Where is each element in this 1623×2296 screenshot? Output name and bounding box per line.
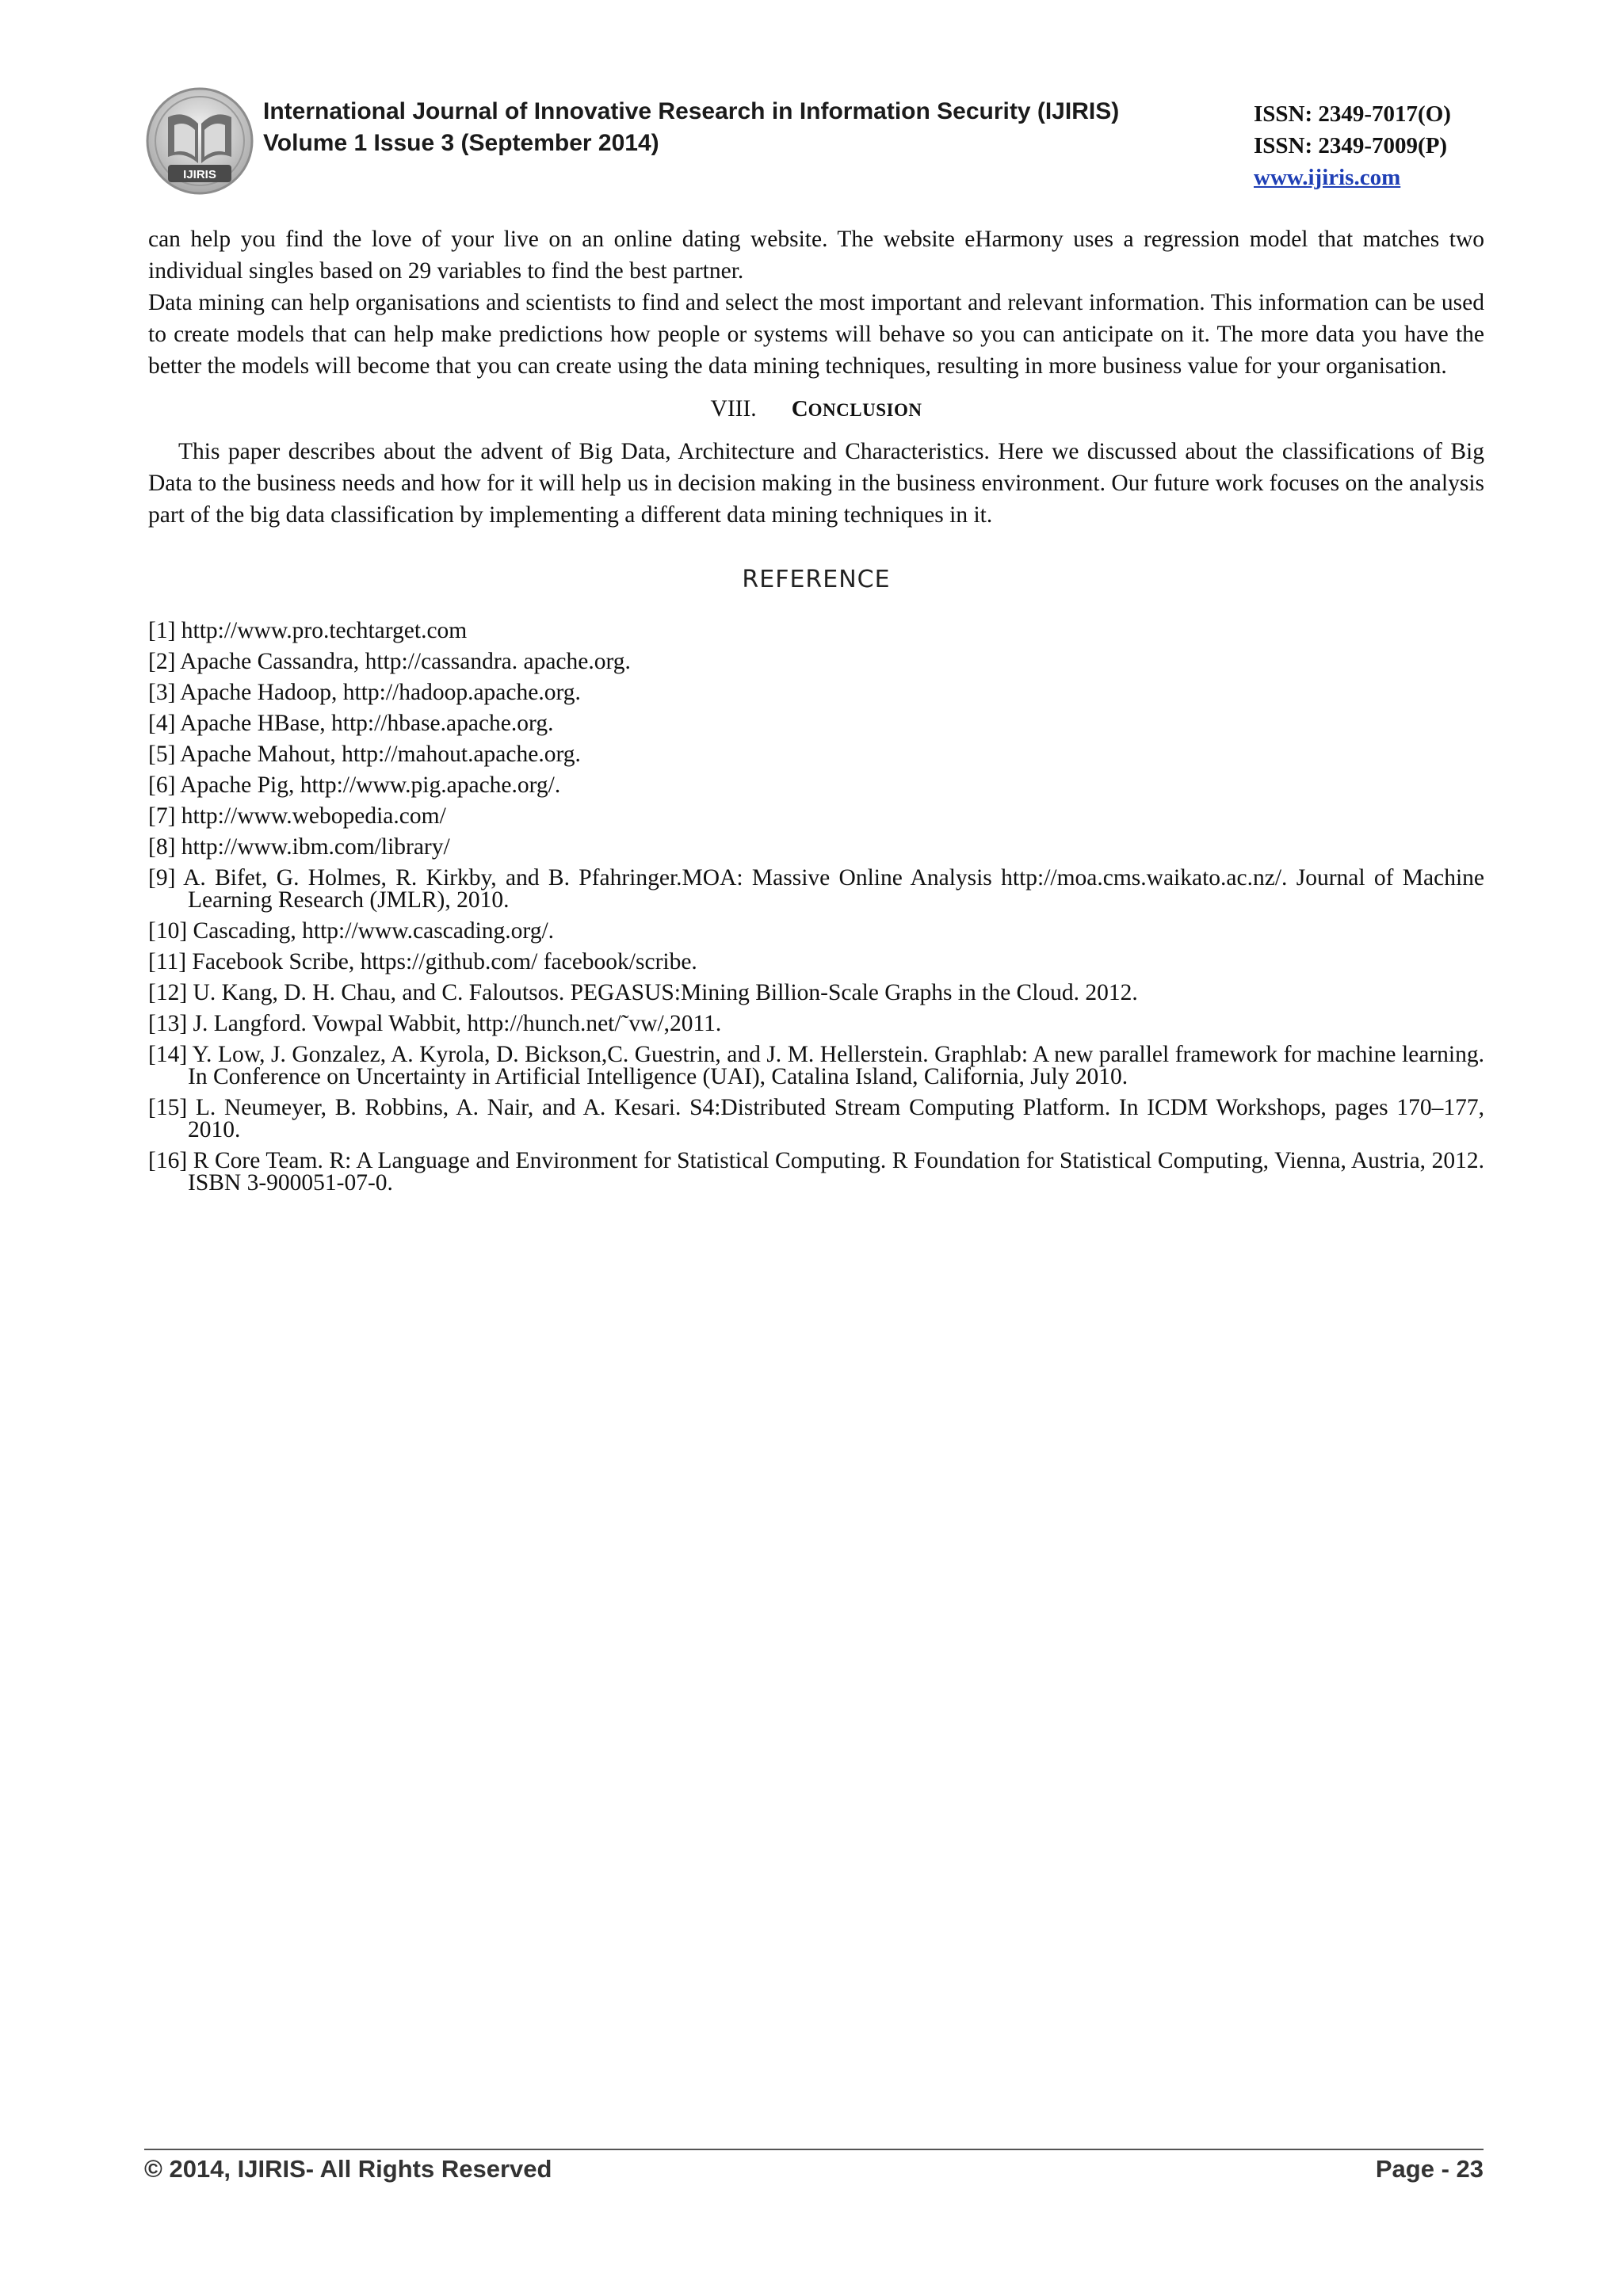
- article-body: [148, 223, 1484, 1203]
- reference-heading: REFERENCE: [742, 566, 891, 593]
- reference-item: [6] Apache Pig, http://www.pig.apache.org/.: [148, 772, 561, 798]
- intro-paragraph: can help you find the love of your live on an online dating website. The website eHarmony uses a regression model that matches two individual singles based on 29 variables to find the best partner.: [148, 227, 1484, 284]
- conclusion-paragraph: This paper describes about the advent of Big Data, Architecture and Characteristics. Here we discussed about the classifications of Big Data to the business needs and how for it will help us in decision making in the business environment. Our future work focuses on the analysis part of the big data classification by implementing a different data mining techniques in it.: [148, 439, 1484, 528]
- reference-item: [10] Cascading, http://www.cascading.org/.: [148, 918, 555, 944]
- journal-title: International Journal of Innovative Research in Information Security (IJIRIS): [263, 98, 1120, 124]
- ijiris-logo-icon: [144, 86, 255, 196]
- reference-item: [16] R Core Team. R: A Language and Environment for Statistical Computing. R Foundation for Statistical Computing, Vienna, Austria, 2012. ISBN 3-900051-07-0.: [148, 1148, 1484, 1196]
- reference-item: [7] http://www.webopedia.com/: [148, 803, 446, 829]
- reference-item: [5] Apache Mahout, http://mahout.apache.org.: [148, 742, 581, 767]
- footer-copyright: © 2014, IJIRIS- All Rights Reserved: [144, 2155, 552, 2183]
- reference-item: [15] L. Neumeyer, B. Robbins, A. Nair, and A. Kesari. S4:Distributed Stream Computing Platform. In ICDM Workshops, pages 170–177, 2010.: [148, 1095, 1484, 1142]
- reference-item: [2] Apache Cassandra, http://cassandra. apache.org.: [148, 649, 631, 674]
- reference-item: [3] Apache Hadoop, http://hadoop.apache.org.: [148, 680, 581, 705]
- reference-item: [9] A. Bifet, G. Holmes, R. Kirkby, and B. Pfahringer.MOA: Massive Online Analysis http://moa.cms.waikato.ac.nz/. Journal of Machine Learning Research (JMLR), 2010.: [148, 865, 1484, 913]
- reference-item: [12] U. Kang, D. H. Chau, and C. Faloutsos. PEGASUS:Mining Billion-Scale Graphs in the Cloud. 2012.: [148, 980, 1138, 1005]
- issn-print: ISSN: 2349-7009(P): [1254, 133, 1448, 158]
- logo-text: IJIRIS: [183, 168, 216, 181]
- reference-item: [8] http://www.ibm.com/library/: [148, 834, 450, 860]
- reference-item: [13] J. Langford. Vowpal Wabbit, http://hunch.net/˜vw/,2011.: [148, 1011, 722, 1036]
- journal-header: [144, 86, 1491, 204]
- reference-item: [4] Apache HBase, http://hbase.apache.org.: [148, 711, 554, 736]
- intro-paragraph: Data mining can help organisations and scientists to find and select the most important and relevant information. This information can be used to create models that can help make predictions how people or systems will behave so you can anticipate on it. The more data you have the better the models will become that you can create using the data mining techniques, resulting in more business value for your organisation.: [148, 290, 1484, 379]
- issn-online: ISSN: 2349-7017(O): [1254, 101, 1451, 127]
- issn-block: [1254, 98, 1451, 193]
- reference-item: [14] Y. Low, J. Gonzalez, A. Kyrola, D. Bickson,C. Guestrin, and J. M. Hellerstein. Graphlab: A new parallel framework for machine learning. In Conference on Uncertainty in Artificial Intelligence (UAI), Catalina Island, California, July 2010.: [148, 1042, 1484, 1089]
- footer-page-number: Page - 23: [1375, 2155, 1484, 2183]
- section-number: VIII.: [710, 396, 757, 421]
- reference-list: [148, 620, 1484, 1194]
- journal-volume: Volume 1 Issue 3 (September 2014): [263, 130, 659, 156]
- reference-item: [1] http://www.pro.techtarget.com: [148, 618, 468, 643]
- website-link[interactable]: www.ijiris.com: [1254, 165, 1401, 190]
- conclusion-heading: VIII. CONCLUSION: [710, 396, 922, 421]
- footer-divider: [144, 2149, 1484, 2150]
- reference-item: [11] Facebook Scribe, https://github.com/ facebook/scribe.: [148, 949, 697, 974]
